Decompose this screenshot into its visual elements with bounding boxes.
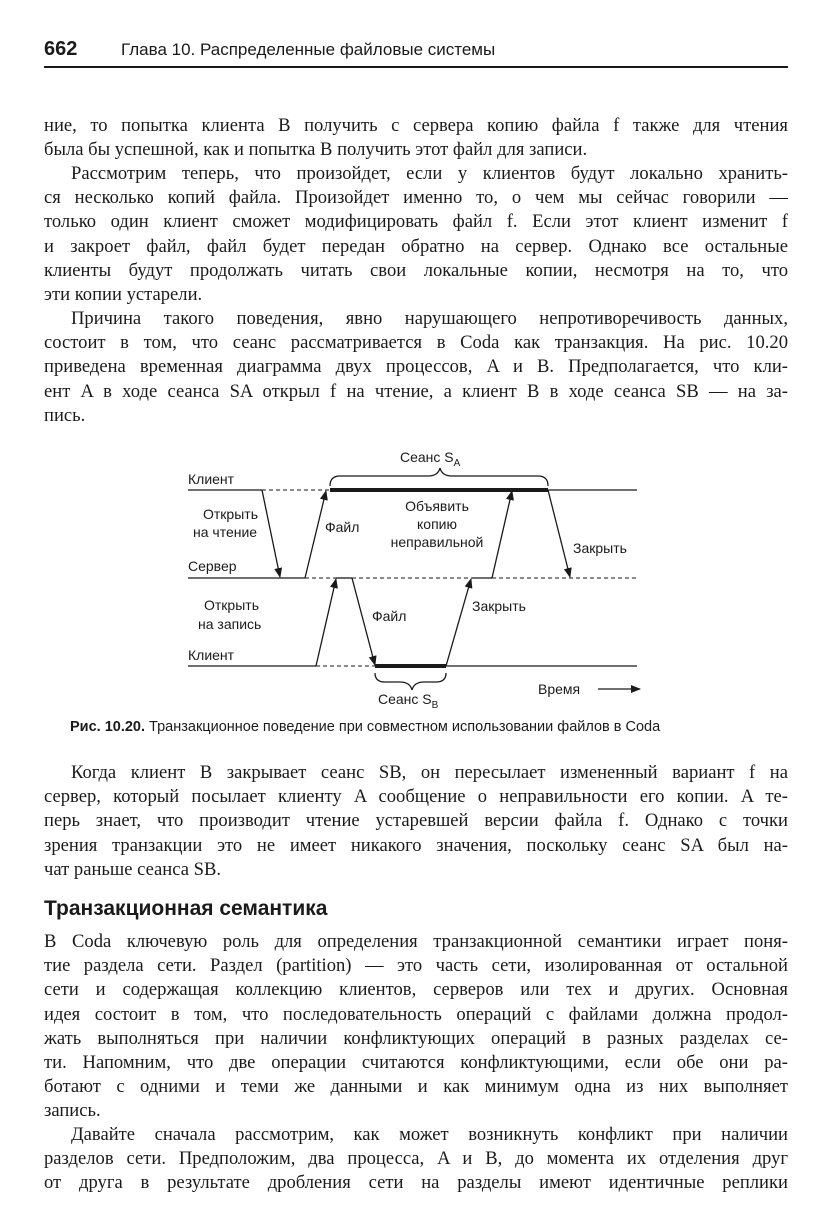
caption-text: Транзакционное поведение при совместном использовании файлов в Coda [145,719,661,735]
text-line: сервер, который посылает клиенту A сообщение о неправильности его копии. A те- [44,786,788,808]
text-line: разделов сети. Предположим, два процесса, A и B, до момента их отделения друг [44,1148,788,1170]
invalidate-label-3: неправильной [390,534,484,550]
text-line: клиенты будут продолжать читать свои локальные копии, несмотря на то, что [44,259,788,281]
close-bottom-label: Закрыть [472,598,526,614]
session-a-label: Сеанс $S_A$ [400,449,461,469]
text-line: ент A в ходе сеанса SA открыл f на чтение, а клиент B в ходе сеанса SB — на за- [44,380,788,402]
paragraph-5 [44,930,788,1124]
text-line: Рассмотрим теперь, что произойдет, если у клиентов будут локально хранить- [71,163,788,184]
text-line: идея состоит в том, что последовательность операций с файлами должна продол- [44,1003,788,1025]
text-line: была бы успешной, как и попытка B получить этот файл для записи. [44,139,588,161]
close-top-arrow [548,490,570,577]
text-line: запись. [44,1100,101,1122]
open-write-label-1: Открыть [204,597,259,613]
text-line: и закроет файл, файл будет передан обратно на сервер. Однако все остальные [44,235,788,257]
invalidate-label-1: Объявить [405,498,469,514]
text-line: ти. Напомним, что две операции считаются конфликтующими, если обе они ра- [44,1052,788,1074]
timing-diagram [0,440,833,715]
invalidate-label-2: копию [417,516,457,532]
figure-caption [70,719,660,735]
text-line: пись. [44,404,86,426]
time-label: Время [538,681,581,697]
file-top-arrow [305,491,326,578]
open-read-label-2: на чтение [193,524,258,540]
running-head: Глава 10. Распределенные файловые системы [121,40,496,59]
page-header [44,36,788,68]
invalidate-arrow [492,491,512,578]
text-line: сети и содержащая коллекцию клиентов, серверов или тех и других. Основная [44,979,788,1001]
paragraph-1 [44,114,788,162]
text-line: только один клиент сможет модифицировать файл f. Если этот клиент изменит f [44,211,788,233]
text-line: приведена временная диаграмма двух процессов, A и B. Предполагается, что кли- [44,356,788,378]
paragraph-2 [44,162,788,307]
text-line: зрения транзакции это не имеет никакого значения, поскольку сеанс SA был на- [44,834,788,856]
paragraph-4 [44,761,788,882]
text-line: тие раздела сети. Раздел (partition) — это часть сети, изолированная от остальной [44,955,788,977]
file-top-label: Файл [325,519,360,535]
file-bottom-label: Файл [372,608,407,624]
open-write-label-2: на запись [198,616,262,632]
text-line: ботают с одними и теми же данными и как минимум одна из них выполняет [44,1076,788,1098]
text-line: чат раньше сеанса SB. [44,858,222,880]
close-top-label: Закрыть [573,540,627,556]
text-line: перь знает, что производит чтение устаревшей версии файла f. Однако с точки [44,810,788,832]
open-read-arrow [262,490,280,577]
text-line: ся несколько копий файла. Произойдет именно то, о чем мы сейчас говорили — [44,187,788,209]
open-write-arrow [316,579,336,666]
open-read-label-1: Открыть [203,506,258,522]
close-bottom-arrow [446,579,471,666]
text-line: жать выполняться при наличии конфликтующих операций в разных разделах се- [44,1027,788,1049]
text-line: эти копии устарели. [44,284,203,306]
session-b-label: Сеанс $S_B$ [378,691,439,711]
text-line: Давайте сначала рассмотрим, как может возникнуть конфликт при наличии [71,1124,788,1145]
section-title: Транзакционная семантика [44,897,328,920]
client-top-label: Клиент [188,471,235,487]
page-number: 662 [44,38,78,60]
text-line: состоит в том, что сеанс рассматривается в Coda как транзакция. На рис. 10.20 [44,332,788,354]
text-line: Когда клиент B закрывает сеанс SB, он пересылает измененный вариант f на [71,762,788,783]
caption-label: Рис. 10.20. [70,719,146,735]
client-bottom-label: Клиент [188,647,235,663]
paragraph-6 [44,1123,788,1196]
server-label: Сервер [188,558,237,574]
paragraph-3 [44,307,788,428]
session-a-brace [330,468,548,486]
text-line: Причина такого поведения, явно нарушающего непротиворечивость данных, [71,308,788,329]
text-line: ние, то попытка клиента B получить с сервера копию файла f также для чтения [44,115,788,136]
text-line: от друга в результате дробления сети на разделы имеют идентичные реплики [44,1172,788,1194]
session-b-brace [375,673,446,690]
text-line: В Coda ключевую роль для определения транзакционной семантики играет поня- [44,931,788,952]
